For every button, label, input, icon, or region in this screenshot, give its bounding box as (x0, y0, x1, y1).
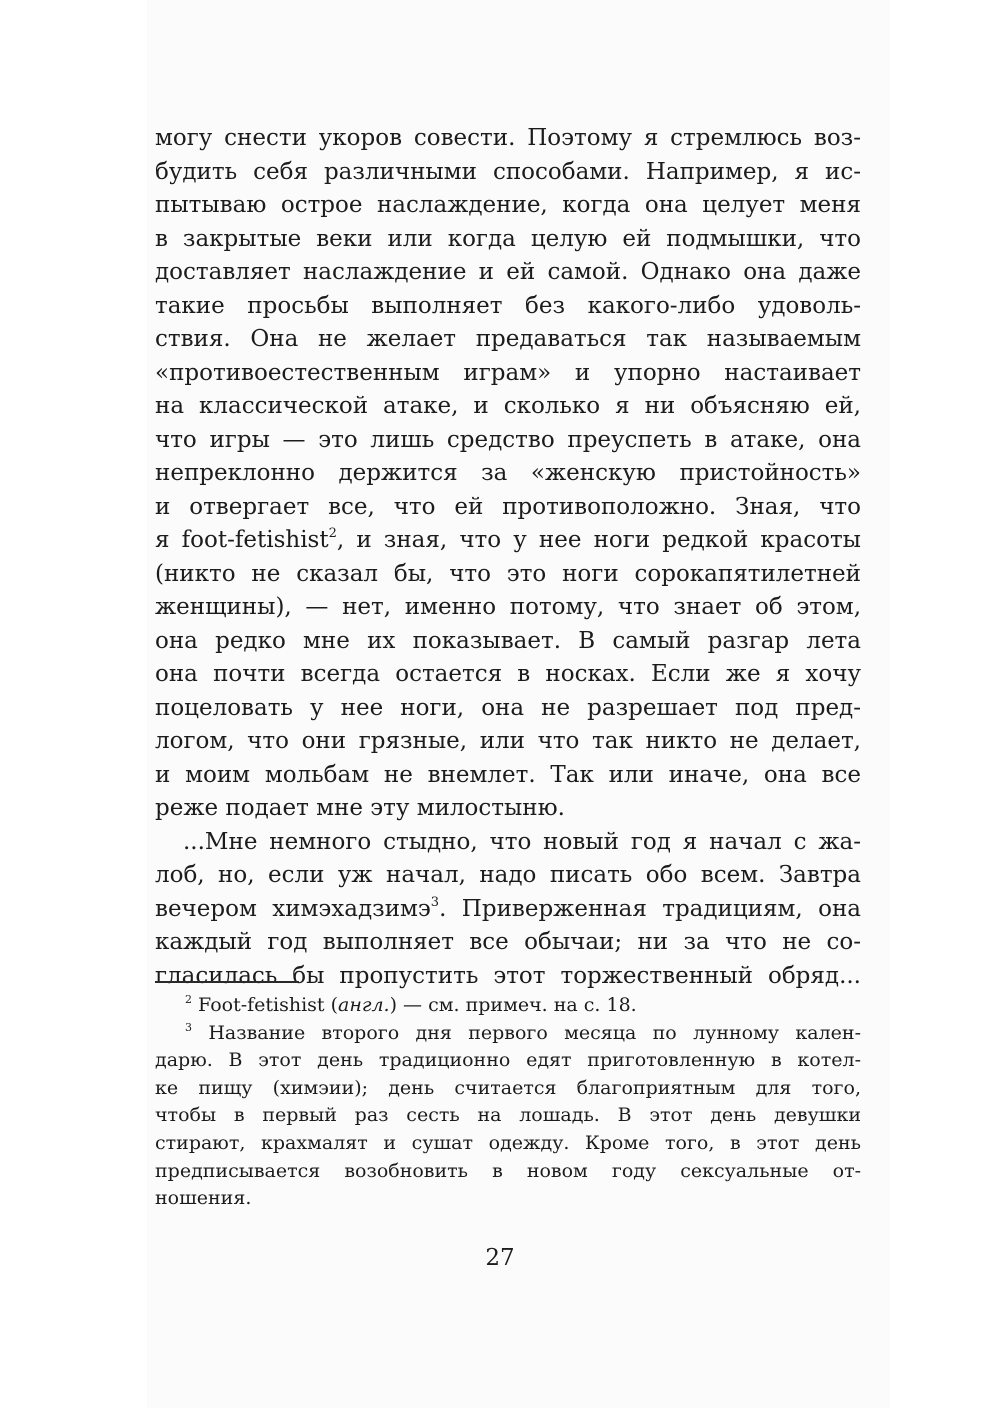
footnote-divider (155, 981, 299, 983)
text-fragment: . Приверженная традициям, она (439, 895, 861, 922)
text-line: «противоестественным играм» и упорно настаивает (155, 359, 861, 386)
text-line: на классической атаке, и сколько я ни объясняю ей, (155, 393, 861, 419)
text-line: ...Мне немного стыдно, что новый год я начал с жа- (183, 828, 861, 855)
footnote-line: ношения. (155, 1187, 252, 1210)
text-line: и моим мольбам не внемлет. Так или иначе, она все (155, 761, 861, 788)
text-line: (никто не сказал бы, что это ноги сорокапятилетней (155, 560, 861, 587)
text-line: каждый год выполняет все обычаи; ни за что не со- (155, 929, 861, 955)
footnote-2 (155, 992, 861, 1020)
footnote-3-first-line (155, 1020, 861, 1048)
text-line: что игры — это лишь средство преуспеть в атаке, она (155, 426, 861, 453)
footnote-line: предписывается возобновить в новом году сексуальные от- (155, 1159, 861, 1182)
text-line: в закрытые веки или когда целую ей подмышки, что (155, 225, 861, 252)
footnote-line: чтобы в первый раз сесть на лошадь. В этот день девушки (155, 1104, 861, 1127)
footnote-line: стирают, крахмалят и сушат одежду. Кроме того, в этот день (155, 1131, 861, 1154)
footnote-ref-3: 3 (430, 894, 440, 910)
footnote-language: англ. (338, 994, 390, 1016)
text-line: реже подает мне эту милостыню. (155, 795, 565, 821)
footnote-mark: 3 (185, 1020, 192, 1034)
text-line: непреклонно держится за «женскую пристойность» (155, 460, 861, 486)
text-fragment: , и зная, что у нее ноги редкой красоты (336, 527, 861, 553)
text-line: пытываю острое наслаждение, когда она целует меня (155, 192, 861, 218)
text-line: поцеловать у нее ноги, она не разрешает под пред- (155, 694, 861, 721)
text-fragment: я foot-fetishist (155, 527, 329, 553)
footnote-mark: 2 (185, 993, 192, 1006)
footnote-line: ке пищу (химэии); день считается благоприятным для того, (155, 1076, 861, 1099)
text-line: женщины), — нет, именно потому, что знает об этом, (155, 594, 861, 620)
text-line-with-footnote-ref (155, 893, 861, 927)
footnote-text: Название второго дня первого месяца по лунному кален- (208, 1021, 861, 1044)
footnote-ref-2: 2 (328, 526, 337, 541)
text-fragment: вечером химэхадзимэ (155, 895, 431, 922)
text-line: и отвергает все, что ей противоположно. Зная, что (155, 493, 861, 520)
page-number: 27 (485, 1245, 515, 1271)
footnote-line: дарю. В этот день традиционно едят приготовленную в котел- (155, 1049, 861, 1072)
text-line: гласилась бы пропустить этот торжественный обряд... (155, 962, 861, 989)
text-line: она почти всегда остается в носках. Если же я хочу (155, 661, 861, 687)
text-line: будить себя различными способами. Например, я ис- (155, 158, 861, 185)
footnote-text: Foot-fetishist ( (198, 994, 339, 1016)
text-line: такие просьбы выполняет без какого-либо удоволь- (155, 292, 861, 319)
text-line: лоб, но, если уж начал, надо писать обо всем. Завтра (155, 862, 861, 888)
text-line: доставляет наслаждение и ей самой. Однако она даже (155, 259, 861, 285)
text-line-with-footnote-ref (155, 524, 861, 558)
footnotes (155, 992, 861, 1213)
footnote-text: ) — см. примеч. на с. 18. (389, 994, 637, 1016)
main-text (155, 122, 861, 993)
text-line: ствия. Она не желает предаваться так называемым (155, 326, 861, 352)
text-line: она редко мне их показывает. В самый разгар лета (155, 627, 861, 654)
text-line: могу снести укоров совести. Поэтому я стремлюсь воз- (155, 125, 861, 151)
text-line: логом, что они грязные, или что так никто не делает, (155, 728, 861, 754)
